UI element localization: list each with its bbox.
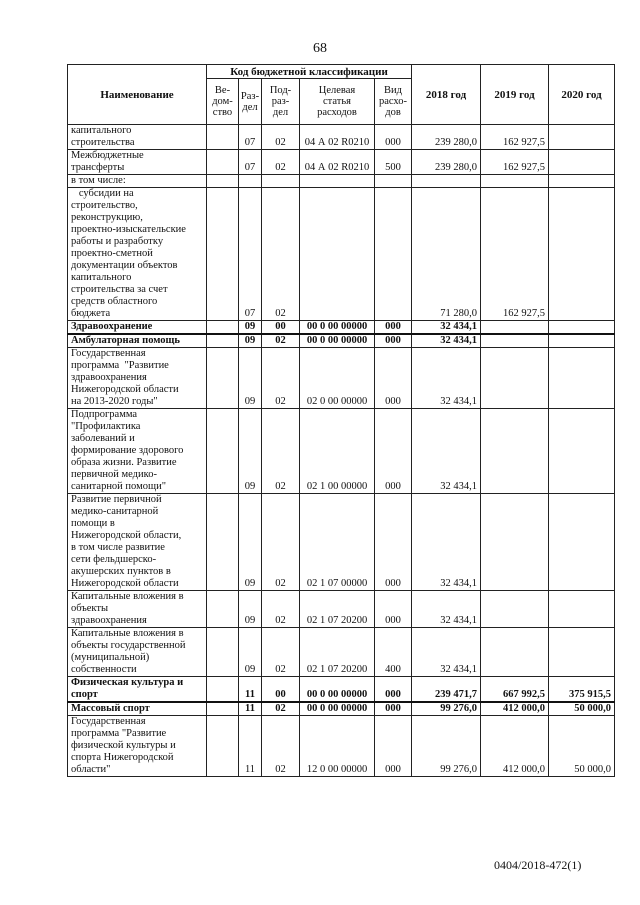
cell-vid: 000: [375, 716, 412, 777]
cell-2018: 239 280,0: [412, 150, 481, 175]
cell-csr: 04 А 02 R0210: [300, 125, 375, 150]
cell-2019: 162 927,5: [481, 150, 549, 175]
header-vedomstvo: Ве- дом- ство: [207, 79, 239, 125]
cell-2018: 71 280,0: [412, 188, 481, 321]
cell-2019: [481, 321, 549, 335]
cell-podrazdel: 02: [262, 348, 300, 409]
cell-name: Государственная программа "Развитие здравоохранения Нижегородской области на 2013-2020 годы": [68, 348, 207, 409]
table-row: [68, 702, 615, 716]
cell-name: Межбюджетные трансферты: [68, 150, 207, 175]
cell-vid: 000: [375, 409, 412, 494]
cell-2020: [549, 591, 615, 628]
cell-2018: 32 434,1: [412, 591, 481, 628]
cell-podrazdel: 02: [262, 334, 300, 348]
cell-2019: 667 992,5: [481, 677, 549, 703]
header-2019: 2019 год: [481, 65, 549, 125]
cell-name: Массовый спорт: [68, 702, 207, 716]
cell-2018: 32 434,1: [412, 334, 481, 348]
cell-2020: [549, 348, 615, 409]
cell-2020: [549, 321, 615, 335]
cell-2018: 99 276,0: [412, 716, 481, 777]
cell-2018: 239 280,0: [412, 125, 481, 150]
cell-2019: 412 000,0: [481, 716, 549, 777]
cell-2020: [549, 334, 615, 348]
cell-vedomstvo: [207, 348, 239, 409]
header-tselevaya: Целевая статья расходов: [300, 79, 375, 125]
cell-razdel: 09: [239, 409, 262, 494]
cell-2020: [549, 175, 615, 188]
cell-podrazdel: 02: [262, 494, 300, 591]
cell-vedomstvo: [207, 188, 239, 321]
cell-razdel: 09: [239, 591, 262, 628]
cell-2020: [549, 494, 615, 591]
cell-name: Подпрограмма "Профилактика заболеваний и формирование здорового образа жизни. Развитие первичной медико- санитарной помощи": [68, 409, 207, 494]
cell-vedomstvo: [207, 125, 239, 150]
cell-2020: [549, 409, 615, 494]
header-name: Наименование: [68, 65, 207, 125]
cell-csr: [300, 188, 375, 321]
cell-csr: 04 А 02 R0210: [300, 150, 375, 175]
cell-name: Физическая культура и спорт: [68, 677, 207, 703]
cell-2020: [549, 628, 615, 677]
cell-vid: 000: [375, 591, 412, 628]
cell-2019: [481, 175, 549, 188]
cell-vid: 000: [375, 348, 412, 409]
table-row: [68, 150, 615, 175]
cell-vedomstvo: [207, 677, 239, 703]
cell-podrazdel: 02: [262, 628, 300, 677]
cell-vedomstvo: [207, 175, 239, 188]
cell-csr: 00 0 00 00000: [300, 702, 375, 716]
cell-podrazdel: 02: [262, 716, 300, 777]
cell-2018: [412, 175, 481, 188]
cell-csr: 00 0 00 00000: [300, 321, 375, 335]
table-row: [68, 334, 615, 348]
cell-razdel: 11: [239, 716, 262, 777]
cell-csr: 02 1 07 00000: [300, 494, 375, 591]
cell-vid: 000: [375, 494, 412, 591]
cell-csr: 02 1 07 20200: [300, 628, 375, 677]
cell-podrazdel: 02: [262, 409, 300, 494]
cell-vedomstvo: [207, 716, 239, 777]
table-row: [68, 591, 615, 628]
cell-2018: 32 434,1: [412, 321, 481, 335]
cell-vedomstvo: [207, 409, 239, 494]
table-row: [68, 321, 615, 335]
cell-podrazdel: [262, 175, 300, 188]
cell-2019: 162 927,5: [481, 188, 549, 321]
cell-2020: [549, 188, 615, 321]
cell-podrazdel: 02: [262, 150, 300, 175]
cell-csr: 00 0 00 00000: [300, 677, 375, 703]
cell-2020: [549, 150, 615, 175]
cell-2019: 412 000,0: [481, 702, 549, 716]
cell-vedomstvo: [207, 494, 239, 591]
cell-podrazdel: 02: [262, 125, 300, 150]
cell-vid: 000: [375, 702, 412, 716]
cell-razdel: 07: [239, 125, 262, 150]
cell-vedomstvo: [207, 702, 239, 716]
cell-razdel: 11: [239, 702, 262, 716]
cell-2020: [549, 125, 615, 150]
cell-name: Капитальные вложения в объекты государственной (муниципальной) собственности: [68, 628, 207, 677]
table-row: [68, 175, 615, 188]
cell-podrazdel: 00: [262, 677, 300, 703]
cell-vid: [375, 188, 412, 321]
cell-2018: 32 434,1: [412, 409, 481, 494]
cell-vid: 400: [375, 628, 412, 677]
cell-2019: 162 927,5: [481, 125, 549, 150]
cell-razdel: 11: [239, 677, 262, 703]
cell-2020: 50 000,0: [549, 716, 615, 777]
cell-csr: 02 1 07 20200: [300, 591, 375, 628]
cell-razdel: 07: [239, 150, 262, 175]
cell-name: Государственная программа "Развитие физической культуры и спорта Нижегородской области": [68, 716, 207, 777]
cell-vid: [375, 175, 412, 188]
cell-csr: [300, 175, 375, 188]
cell-2019: [481, 494, 549, 591]
cell-csr: 12 0 00 00000: [300, 716, 375, 777]
table-row: [68, 716, 615, 777]
cell-2020: 50 000,0: [549, 702, 615, 716]
cell-vedomstvo: [207, 321, 239, 335]
cell-name: субсидии на строительство, реконструкцию, проектно-изыскательские работы и разработку проектно-сметной документации объектов капитального строительства за счет средств областного бюджета: [68, 188, 207, 321]
budget-table: [67, 64, 615, 777]
cell-2018: 32 434,1: [412, 348, 481, 409]
table-row: [68, 348, 615, 409]
cell-vedomstvo: [207, 591, 239, 628]
cell-2020: 375 915,5: [549, 677, 615, 703]
cell-vid: 000: [375, 334, 412, 348]
cell-razdel: 09: [239, 494, 262, 591]
cell-name: Здравоохранение: [68, 321, 207, 335]
cell-csr: 02 0 00 00000: [300, 348, 375, 409]
header-vid: Вид расхо- дов: [375, 79, 412, 125]
cell-podrazdel: 02: [262, 591, 300, 628]
cell-2018: 32 434,1: [412, 494, 481, 591]
cell-razdel: 09: [239, 348, 262, 409]
table-row: [68, 628, 615, 677]
cell-razdel: [239, 175, 262, 188]
cell-2019: [481, 409, 549, 494]
cell-razdel: 09: [239, 628, 262, 677]
cell-csr: 00 0 00 00000: [300, 334, 375, 348]
cell-razdel: 07: [239, 188, 262, 321]
cell-2018: 239 471,7: [412, 677, 481, 703]
cell-podrazdel: 02: [262, 702, 300, 716]
cell-2019: [481, 591, 549, 628]
cell-2019: [481, 334, 549, 348]
cell-vedomstvo: [207, 150, 239, 175]
cell-2019: [481, 348, 549, 409]
cell-vedomstvo: [207, 334, 239, 348]
cell-razdel: 09: [239, 334, 262, 348]
table-row: [68, 409, 615, 494]
cell-name: Капитальные вложения в объекты здравоохранения: [68, 591, 207, 628]
cell-vid: 500: [375, 150, 412, 175]
cell-2019: [481, 628, 549, 677]
cell-vid: 000: [375, 321, 412, 335]
document-code: 0404/2018-472(1): [494, 858, 582, 872]
table-row: [68, 494, 615, 591]
cell-razdel: 09: [239, 321, 262, 335]
cell-name: капитального строительства: [68, 125, 207, 150]
cell-name: в том числе:: [68, 175, 207, 188]
cell-podrazdel: 00: [262, 321, 300, 335]
table-row: [68, 125, 615, 150]
header-2020: 2020 год: [549, 65, 615, 125]
cell-name: Амбулаторная помощь: [68, 334, 207, 348]
cell-vedomstvo: [207, 628, 239, 677]
header-razdel: Раз- дел: [239, 79, 262, 125]
cell-2018: 99 276,0: [412, 702, 481, 716]
cell-vid: 000: [375, 125, 412, 150]
table-row: [68, 188, 615, 321]
cell-name: Развитие первичной медико-санитарной помощи в Нижегородской области, в том числе развитие сети фельдшерско- акушерских пунктов в Нижегородской области: [68, 494, 207, 591]
header-classification: Код бюджетной классификации: [207, 65, 412, 79]
header-2018: 2018 год: [412, 65, 481, 125]
cell-csr: 02 1 00 00000: [300, 409, 375, 494]
header-podrazdel: Под- раз- дел: [262, 79, 300, 125]
table-row: [68, 677, 615, 703]
cell-vid: 000: [375, 677, 412, 703]
page-number: 68: [313, 41, 327, 56]
cell-2018: 32 434,1: [412, 628, 481, 677]
cell-podrazdel: 02: [262, 188, 300, 321]
